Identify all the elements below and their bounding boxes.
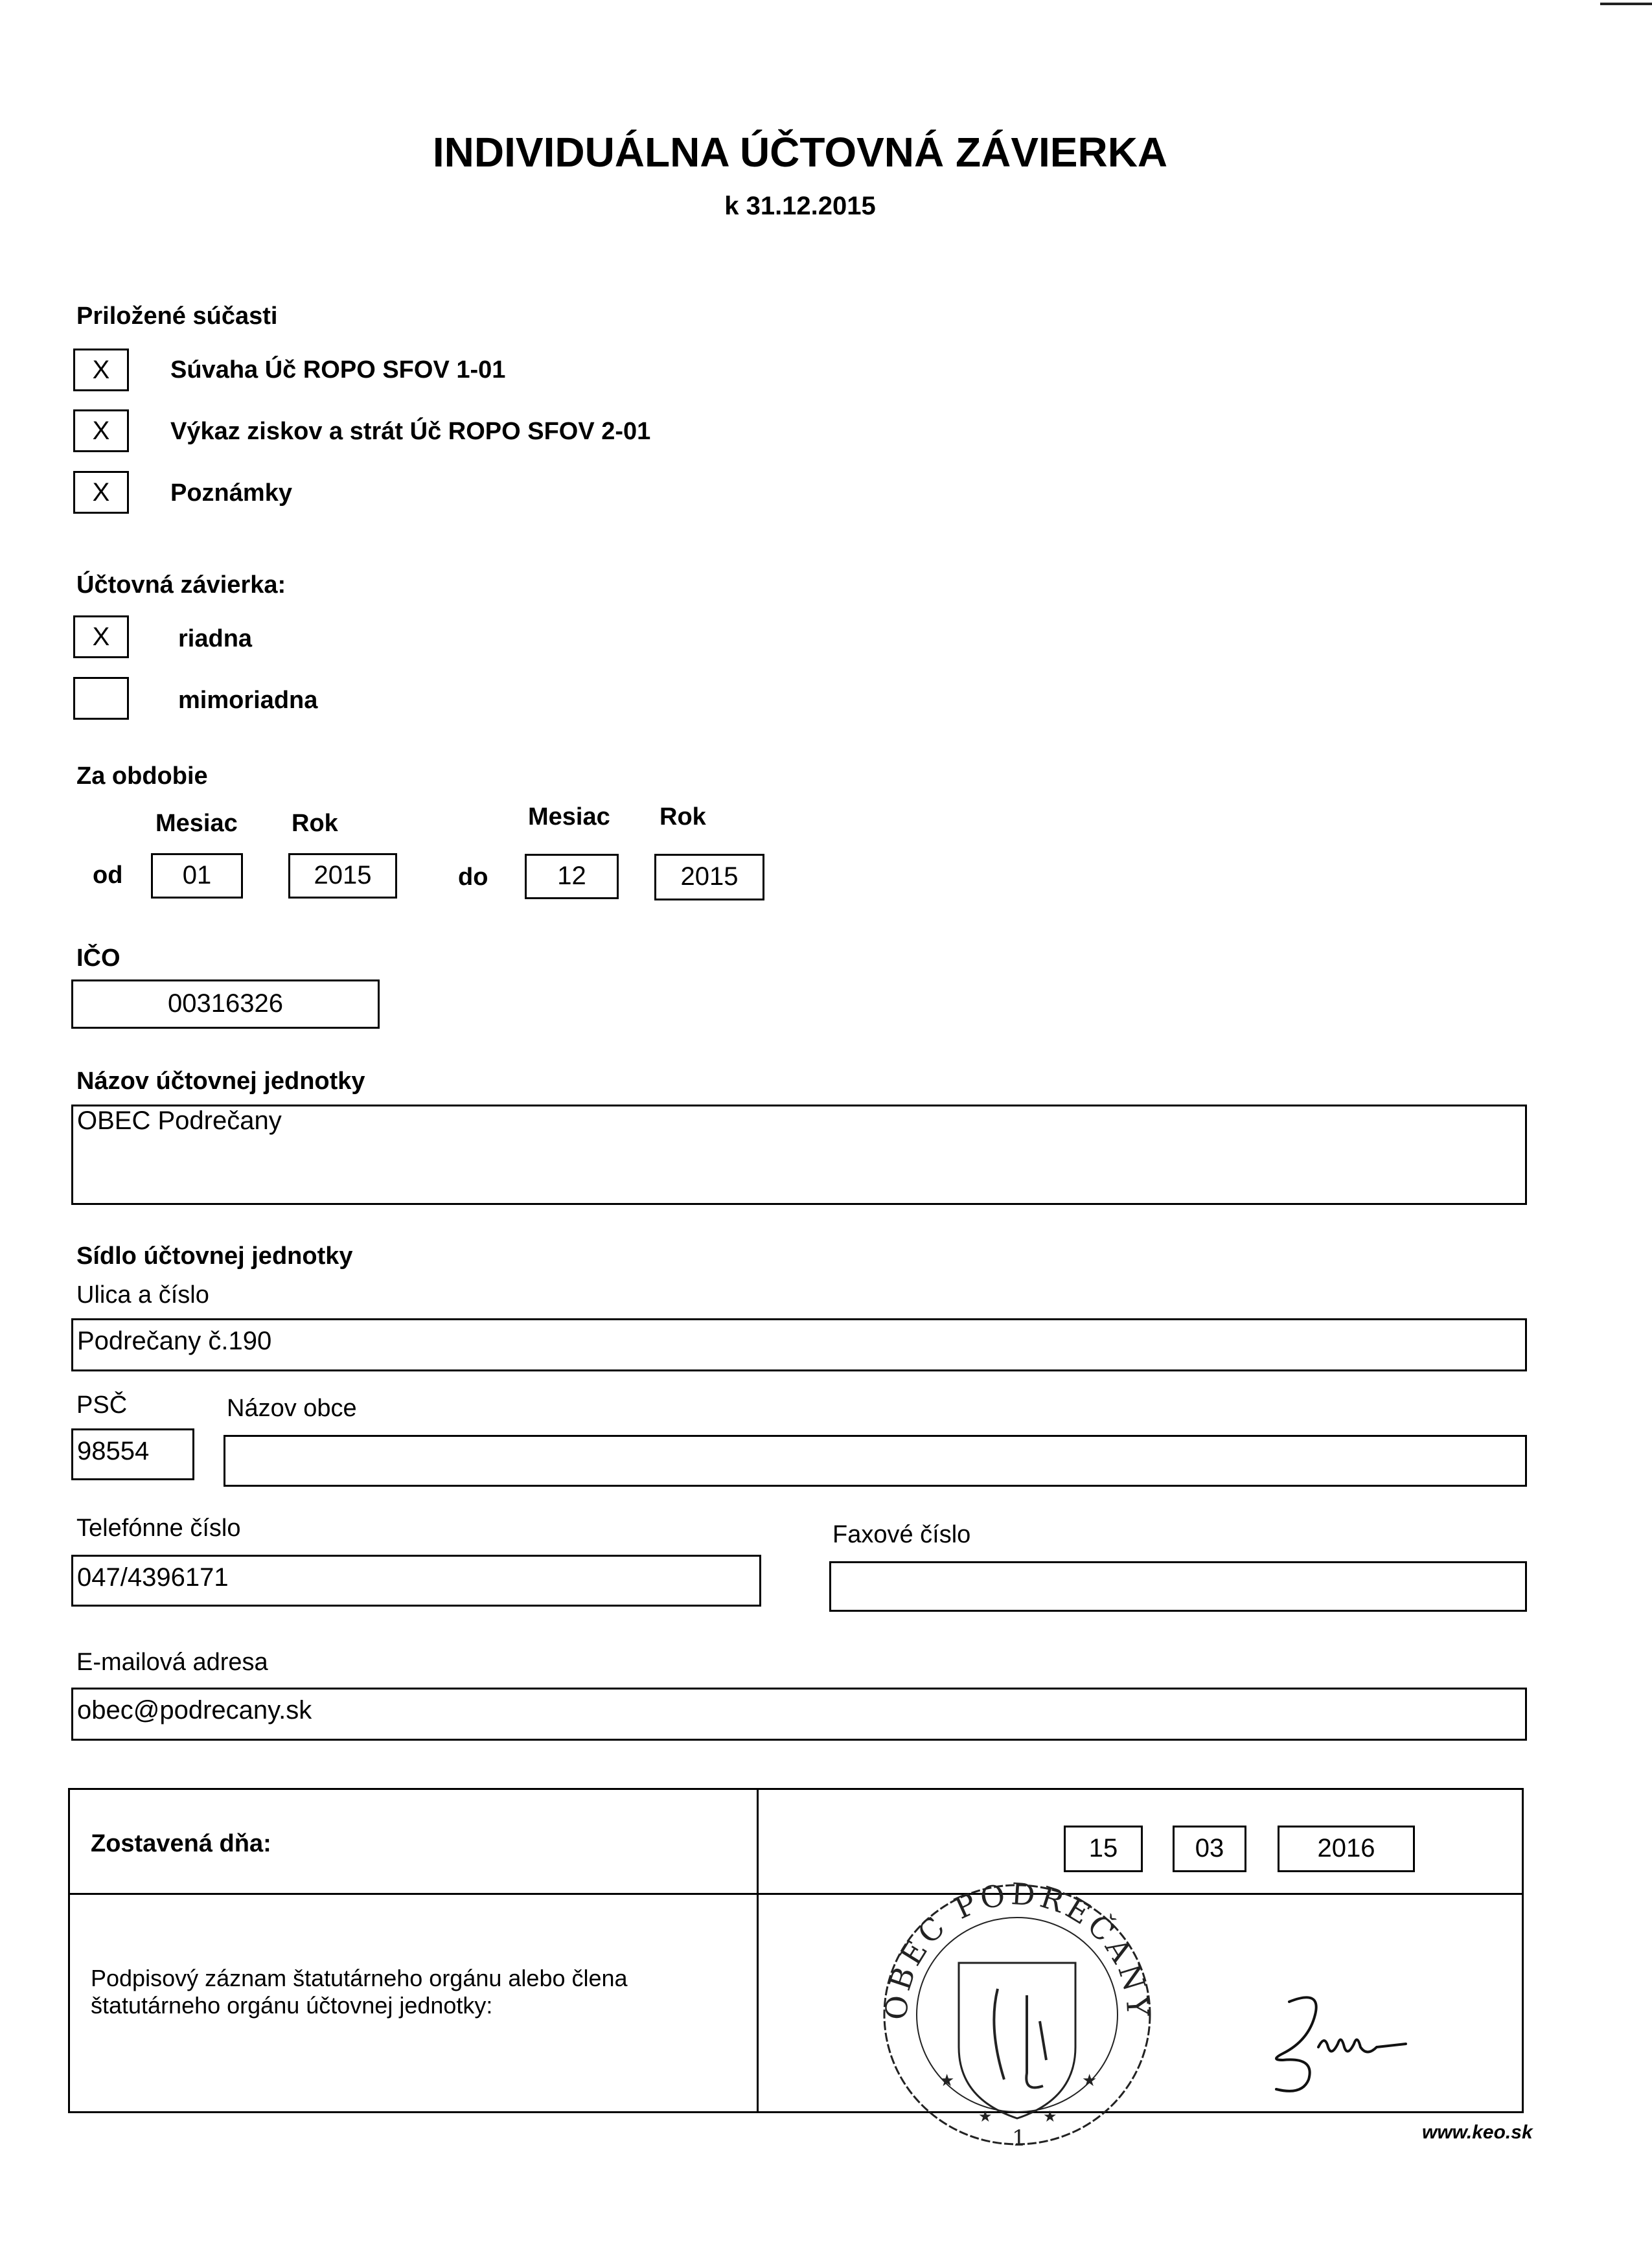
signature-table-vertical-divider: [757, 1788, 759, 2113]
official-stamp: [868, 1866, 1166, 2151]
psc-value: 98554: [77, 1437, 150, 1465]
footer-website[interactable]: www.keo.sk: [1422, 2122, 1533, 2143]
attachments-heading: Priložené súčasti: [76, 303, 278, 330]
to-label: do: [458, 864, 488, 891]
svg-text:★: ★: [1082, 2070, 1097, 2090]
city-label: Názov obce: [227, 1395, 357, 1422]
stamp-text: OBEC PODREČANY: [878, 1876, 1156, 2021]
attachment-label-balance: Súvaha Úč ROPO SFOV 1-01: [170, 356, 506, 384]
psc-label: PSČ: [76, 1392, 128, 1419]
from-year-label: Rok: [292, 810, 338, 837]
ico-label: IČO: [76, 945, 120, 972]
to-month-label: Mesiac: [528, 803, 610, 830]
street-value: Podrečany č.190: [77, 1327, 272, 1355]
entity-name-value: OBEC Podrečany: [77, 1106, 282, 1135]
from-month-field[interactable]: 01: [151, 853, 243, 899]
statement-type-heading: Účtovná závierka:: [76, 571, 286, 599]
compiled-year-field[interactable]: 2016: [1278, 1826, 1415, 1872]
email-value: obec@podrecany.sk: [77, 1696, 312, 1724]
signature-label-line2: štatutárneho orgánu účtovnej jednotky:: [91, 1992, 493, 2019]
phone-label: Telefónne číslo: [76, 1515, 241, 1542]
fax-field[interactable]: [829, 1561, 1527, 1612]
svg-text:★: ★: [978, 2108, 992, 2125]
statement-label-extraordinary: mimoriadna: [178, 687, 318, 714]
seat-heading: Sídlo účtovnej jednotky: [76, 1243, 353, 1270]
street-field[interactable]: [71, 1318, 1527, 1371]
attachment-checkbox-profit-loss[interactable]: X: [73, 409, 129, 452]
phone-value: 047/4396171: [77, 1563, 229, 1592]
entity-name-label: Názov účtovnej jednotky: [76, 1068, 365, 1095]
attachment-checkbox-balance[interactable]: X: [73, 349, 129, 391]
street-label: Ulica a číslo: [76, 1281, 209, 1309]
from-year-field[interactable]: 2015: [288, 853, 397, 899]
attachment-label-profit-loss: Výkaz ziskov a strát Úč ROPO SFOV 2-01: [170, 418, 651, 445]
compiled-date-label: Zostavená dňa:: [91, 1830, 271, 1857]
email-label: E-mailová adresa: [76, 1649, 268, 1676]
attachment-label-notes: Poznámky: [170, 479, 292, 507]
phone-field[interactable]: [71, 1555, 761, 1607]
to-month-field[interactable]: 12: [525, 854, 619, 899]
svg-text:★: ★: [1043, 2108, 1057, 2125]
ico-field[interactable]: 00316326: [71, 979, 380, 1029]
email-field[interactable]: [71, 1688, 1527, 1741]
signature-table-horizontal-divider: [68, 1893, 1524, 1895]
to-year-field[interactable]: 2015: [654, 854, 764, 900]
compiled-day-field[interactable]: 15: [1064, 1826, 1143, 1872]
document-title: INDIVIDUÁLNA ÚČTOVNÁ ZÁVIERKA: [432, 129, 1168, 176]
svg-text:OBEC PODREČANY: [878, 1876, 1156, 2021]
document-subtitle: k 31.12.2015: [724, 192, 876, 220]
scan-edge-line: [1600, 3, 1652, 5]
psc-field[interactable]: [71, 1428, 194, 1480]
entity-name-field[interactable]: [71, 1105, 1527, 1205]
handwritten-signature: [1263, 1982, 1419, 2099]
attachment-checkbox-notes[interactable]: X: [73, 471, 129, 514]
fax-label: Faxové číslo: [832, 1521, 971, 1548]
stamp-number: 1: [1012, 2125, 1026, 2151]
statement-checkbox-regular[interactable]: X: [73, 615, 129, 658]
from-month-label: Mesiac: [155, 810, 238, 837]
city-field[interactable]: [224, 1435, 1527, 1487]
signature-label-line1: Podpisový záznam štatutárneho orgánu alebo člena: [91, 1965, 628, 1991]
svg-text:★: ★: [939, 2070, 955, 2090]
period-heading: Za obdobie: [76, 762, 208, 790]
statement-checkbox-extraordinary[interactable]: [73, 677, 129, 720]
from-label: od: [93, 862, 123, 889]
to-year-label: Rok: [660, 803, 706, 830]
statement-label-regular: riadna: [178, 625, 253, 652]
compiled-month-field[interactable]: 03: [1173, 1826, 1246, 1872]
